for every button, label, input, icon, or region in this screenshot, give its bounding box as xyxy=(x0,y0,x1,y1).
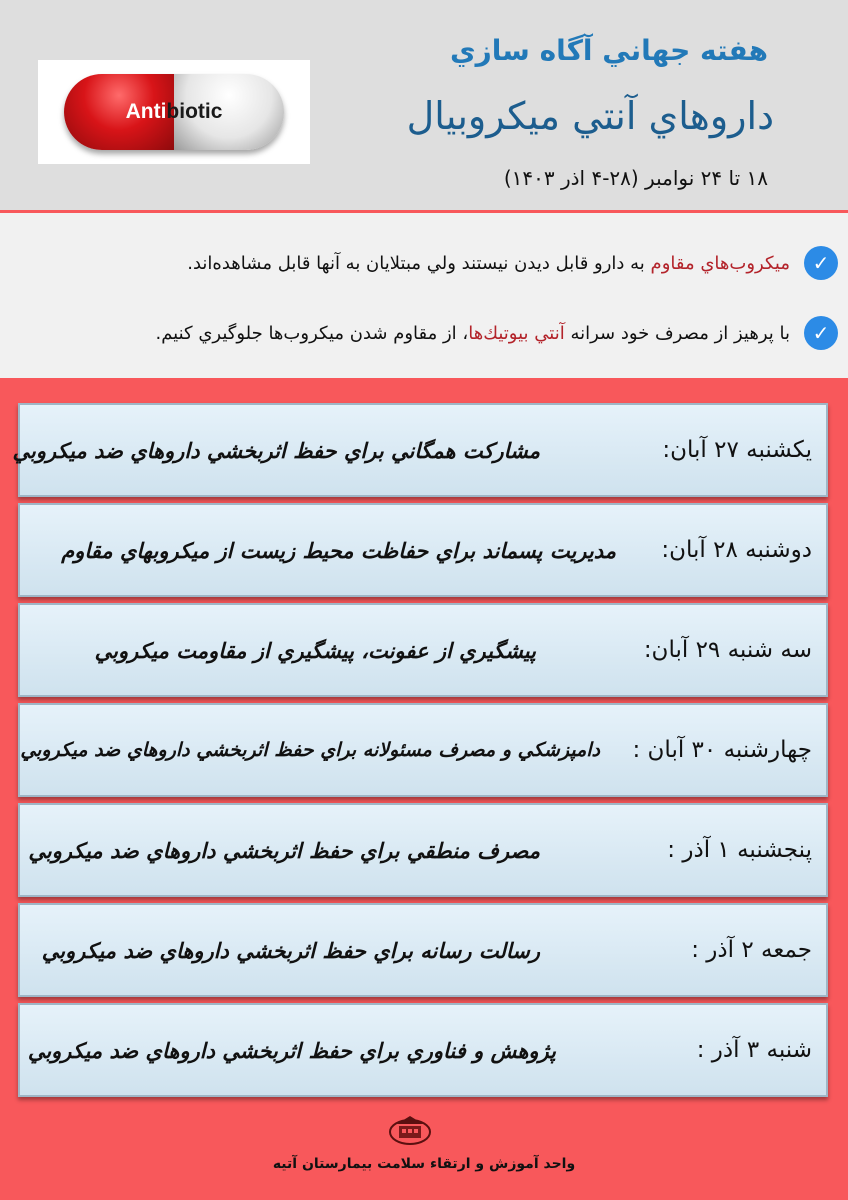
schedule-description: پيشگيري از عفونت، پيشگيري از مقاومت ميكروبي xyxy=(94,637,536,663)
schedule-day: سه شنبه ۲۹ آبان: xyxy=(643,637,812,663)
note-text xyxy=(155,323,790,344)
schedule-description: مصرف منطقي براي حفظ اثربخشي داروهاي ضد ميكروبي xyxy=(28,837,540,863)
schedule-description: دامپزشكي و مصرف مسئولانه براي حفظ اثربخشي داروهاي ضد ميكروبي xyxy=(20,739,600,761)
schedule-day: چهارشنبه ۳۰ آبان : xyxy=(632,737,812,763)
pill-label xyxy=(64,74,284,150)
antibiotic-pill-image xyxy=(38,60,310,164)
schedule-day: يكشنبه ۲۷ آبان: xyxy=(662,437,812,463)
schedule-description: مشاركت همگاني براي حفظ اثربخشي داروهاي ضد ميكروبي xyxy=(12,437,540,463)
note-rest: به دارو قابل ديدن نيستند ولي مبتلايان به آنها قابل مشاهده‌اند. xyxy=(187,252,651,274)
note-after: ، از مقاوم شدن ميكروب‌ها جلوگيري كنيم. xyxy=(155,322,469,344)
footer-credit: واحد آموزش و ارتقاء سلامت بيمارستان آتيه xyxy=(272,1156,576,1172)
schedule-row xyxy=(18,1003,828,1097)
note-item xyxy=(0,243,848,283)
schedule-description: مديريت پسماند براي حفاظت محيط زيست از ميكروبهاي مقاوم xyxy=(61,537,616,563)
schedule-day: شنبه ۳ آذر : xyxy=(696,1037,812,1063)
header-title-line2: داروهاي آنتي ميكروبيال xyxy=(406,94,774,138)
schedule-row xyxy=(18,703,828,797)
pill-label-anti: Anti xyxy=(125,100,167,123)
schedule-day: دوشنبه ۲۸ آبان: xyxy=(661,537,812,563)
schedule-description: پژوهش و فناوري براي حفظ اثربخشي داروهاي ضد ميكروبي xyxy=(27,1037,556,1063)
schedule-row xyxy=(12,403,828,497)
schedule-day: جمعه ۲ آذر : xyxy=(691,937,812,963)
note-item xyxy=(0,313,848,353)
pill-label-biotic: biotic xyxy=(166,100,223,123)
schedule-row xyxy=(18,803,828,897)
schedule-row xyxy=(18,603,828,697)
header-panel xyxy=(0,0,848,210)
note-before: با پرهيز از مصرف خود سرانه xyxy=(564,322,790,344)
schedule-row xyxy=(18,903,828,997)
schedule-row xyxy=(18,503,828,597)
check-icon: ✓ xyxy=(804,316,838,350)
schedule-day: پنجشنبه ۱ آذر : xyxy=(667,837,812,863)
header-title-line1: هفته جهاني آگاه سازي xyxy=(450,34,768,67)
note-highlight: ميكروب‌هاي مقاوم xyxy=(650,252,790,274)
note-highlight: آنتي بيوتيك‌ها xyxy=(468,322,565,344)
schedule-description: رسالت رسانه براي حفظ اثربخشي داروهاي ضد ميكروبي xyxy=(41,937,540,963)
notes-panel xyxy=(0,213,848,378)
header-dates: ۱۸ تا ۲۴ نوامبر (۲۸-۴ اذر ۱۴۰۳) xyxy=(503,166,768,190)
check-icon: ✓ xyxy=(804,246,838,280)
note-text xyxy=(187,253,790,274)
hospital-logo-icon xyxy=(387,1112,433,1146)
